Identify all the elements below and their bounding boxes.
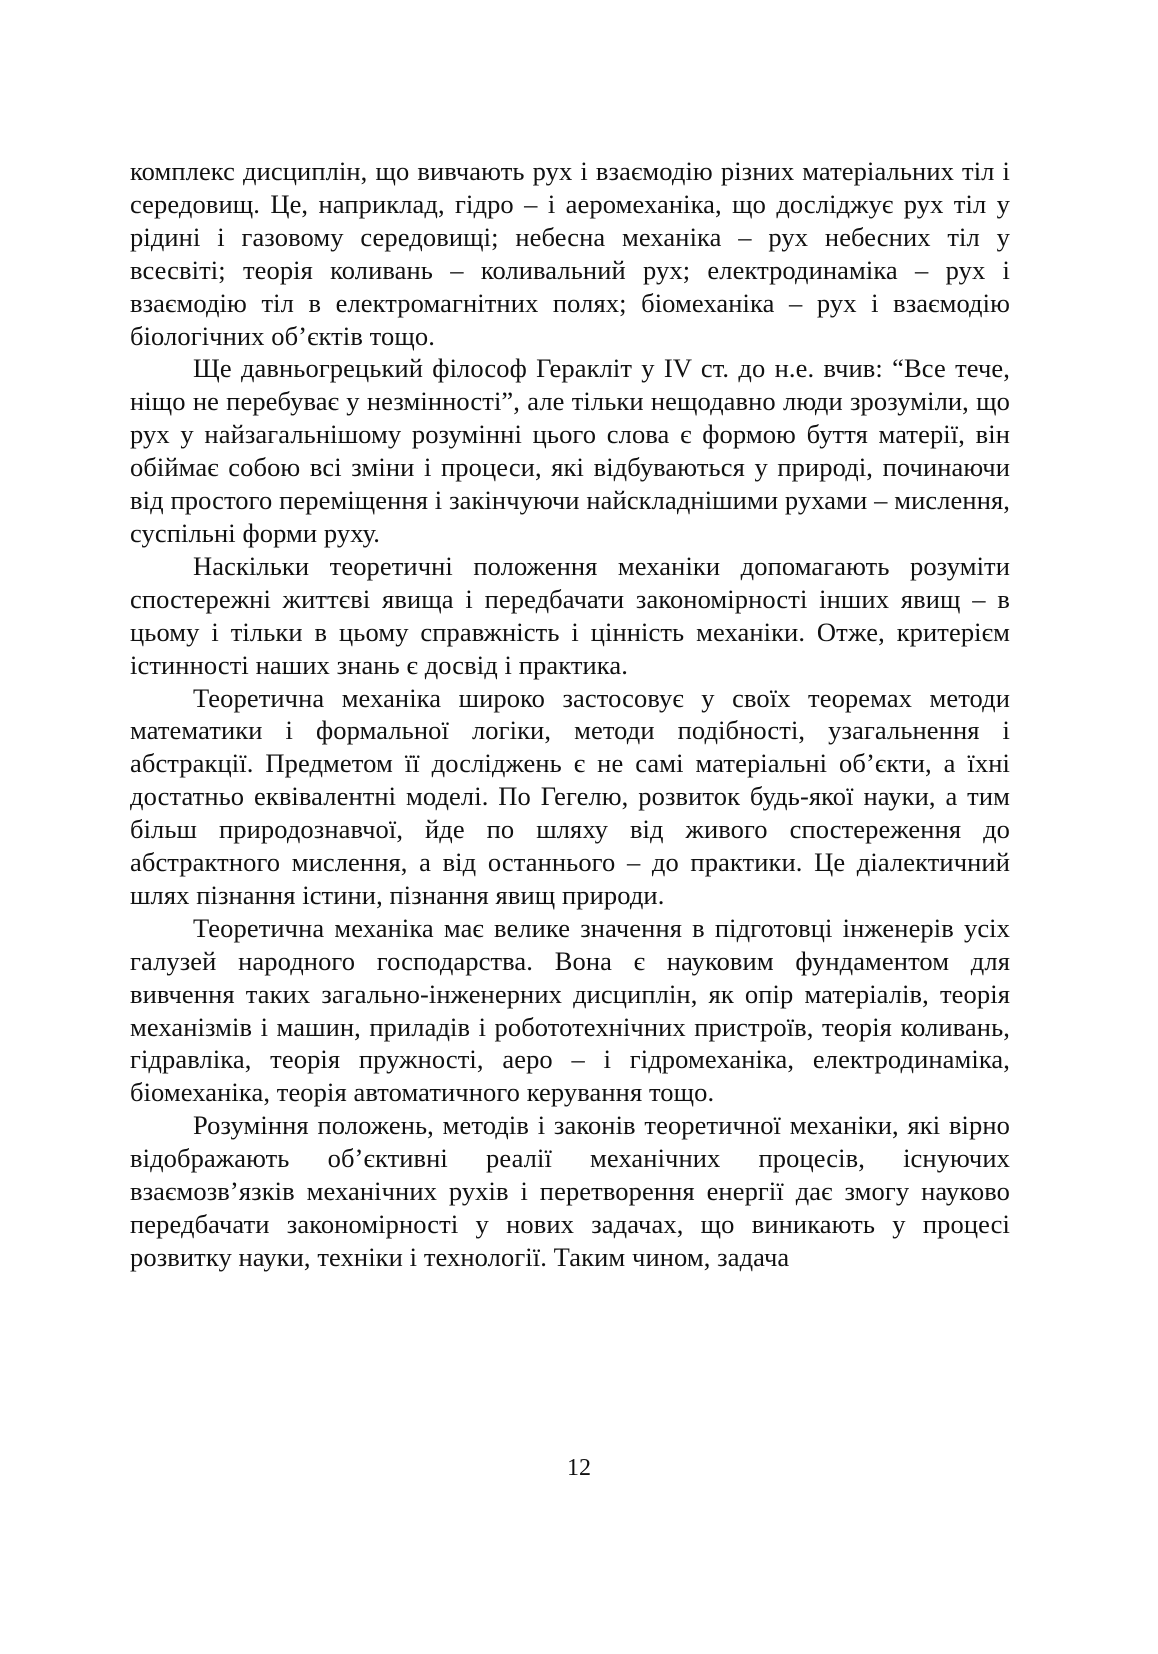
page-number: 12: [567, 1455, 591, 1481]
paragraph-2: Ще давньогрецький філософ Геракліт у IV ст. до н.е. вчив: “Все тече, ніщо не перебуває у незмінності”, але тільки нещодавно люди зрозуміли, що рух у найзагальнішому розумінні цього слова є формою буття матерії, він обіймає собою всі зміни і процеси, які відбуваються у природі, починаючи від простого переміщення і закінчуючи найскладнішими рухами – мислення, суспільні форми руху.: [130, 353, 1010, 548]
paragraph-4: Теоретична механіка широко застосовує у своїх теоремах методи математики і формальної логіки, методи подібності, узагальнення і абстракції. Предметом її досліджень є не самі матеріальні об’єкти, а їхні достатньо еквівалентні моделі. По Гегелю, розвиток будь-якої науки, а тим більш природознавчої, йде по шляху від живого спостереження до абстрактного мислення, а від останнього – до практики. Це діалектичний шлях пізнання істини, пізнання явищ природи.: [130, 682, 1010, 910]
paragraph-6: Розуміння положень, методів і законів теоретичної механіки, які вірно відображають об’єктивні реалії механічних процесів, існуючих взаємозв’язків механічних рухів і перетворення енергії дає змогу науково передбачати закономірності у нових задачах, що виникають у процесі розвитку науки, техніки і технології. Таким чином, задача: [130, 1110, 1010, 1272]
paragraph-5: Теоретична механіка має велике значення в підготовці інженерів усіх галузей народного господарства. Вона є науковим фундаментом для вивчення таких загально-інженерних дисциплін, як опір матеріалів, теорія механізмів і машин, приладів і робототехнічних пристроїв, теорія коливань, гідравліка, теорія пружності, аеро – і гідромеханіка, електродинаміка, біомеханіка, теорія автоматичного керування тощо.: [130, 912, 1010, 1108]
paragraph-3: Наскільки теоретичні положення механіки допомагають розуміти спостережні життєві явища і передбачати закономірності інших явищ – в цьому і тільки в цьому справжність і цінність механіки. Отже, критерієм істинності наших знань є досвід і практика.: [130, 550, 1010, 680]
paragraph-1: комплекс дисциплін, що вивчають рух і взаємодію різних матеріальних тіл і середовищ. Це, наприклад, гідро – і аеромеханіка, що досліджує рух тіл у рідині і газовому середовищі; небесна механіка – рух небесних тіл у всесвіті; теорія коливань – коливальний рух; електродинаміка – рух і взаємодію тіл в електромагнітних полях; біомеханіка – рух і взаємодію біологічних об’єктів тощо.: [130, 156, 1010, 351]
body-text: [130, 155, 1010, 1274]
